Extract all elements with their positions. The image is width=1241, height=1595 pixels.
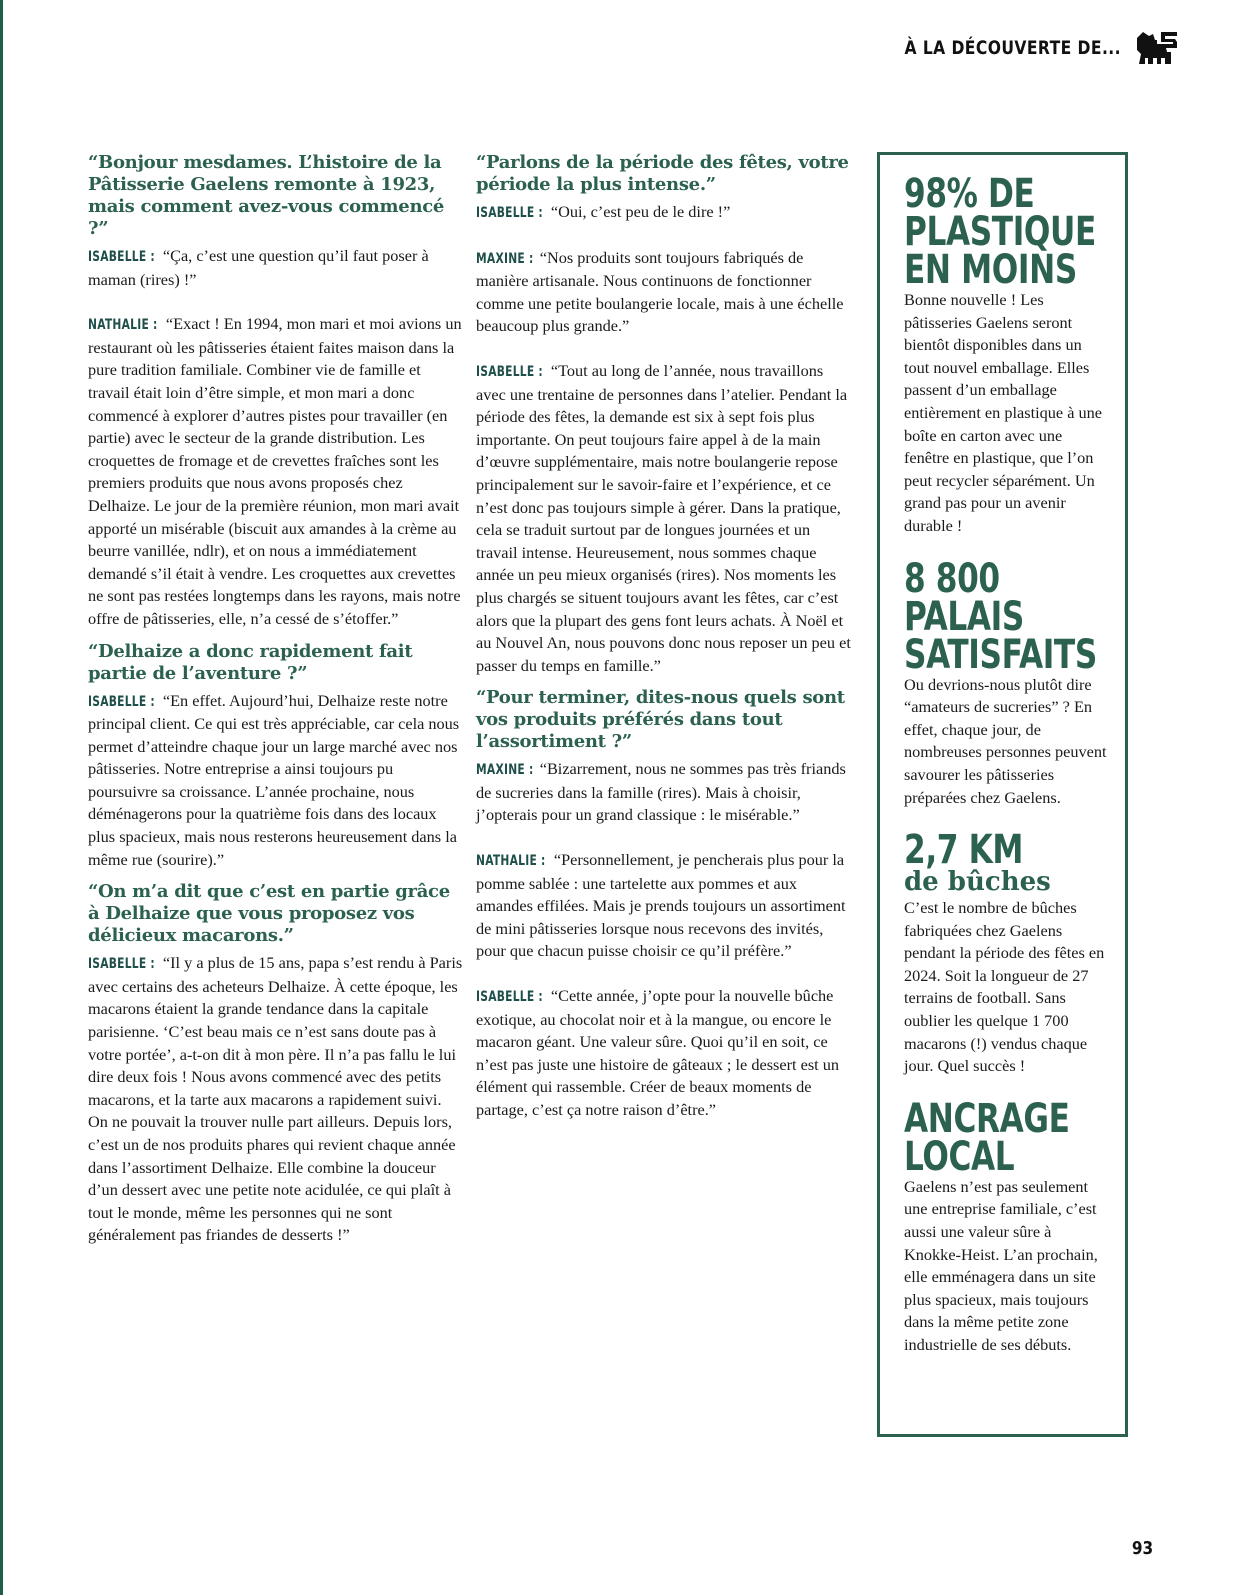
answer-text: “Exact ! En 1994, mon mari et moi avions un restaurant où les pâtisseries étaient faites maison dans la pure tradition familiale. Combiner vie de famille et travail était loin d’être simple, et mon mari a donc commencé à explorer d’autres pistes pour travailler (en partie) avec le secteur de la grande distribution. Les croquettes de fromage et de crevettes fraîches sont les premiers produits que nous avons proposés chez Delhaize. Le jour de la première réunion, mon mari avait apporté un misérable (biscuit aux amandes à la crème au beurre vanillée, ndlr), et on nous a immédiatement demandé s’il était à vendre. Les croquettes aux crevettes ne sont pas restées longtemps dans les rayons, mais notre offre de pâtisseries, elle, n’a cessé de s’étoffer.” <box>88 314 462 628</box>
answer-paragraph <box>476 849 851 963</box>
fact-heading: ANCRAGE LOCAL <box>904 1095 1070 1180</box>
interview-column-2 <box>476 152 851 1144</box>
fact-text: Ou devrions-nous plutôt dire “amateurs de sucreries” ? En effet, chaque jour, de nombreuses personnes peuvent savourer les pâtisseries préparées chez Gaelens. <box>904 674 1107 807</box>
fact-block-buches <box>904 827 1107 1078</box>
section-title: À LA DÉCOUVERTE DE... <box>904 37 1121 59</box>
speaker-label: NATHALIE : <box>88 317 158 334</box>
speaker-label: ISABELLE : <box>88 956 155 973</box>
answer-text: “Tout au long de l’année, nous travaillons avec une trentaine de personnes dans l’atelier. Pendant la période des fêtes, la demande est six à sept fois plus importante. On peut toujours faire appel à de la main d’œuvre supplémentaire, mais notre boulangerie repose principalement sur le savoir-faire et l’expérience, et ce n’est donc pas toujours simple à gérer. Dans la pratique, cela se traduit surtout par de longues journées et un travail intense. Heureusement, nous sommes chaque année un peu mieux organisés (rires). Nos moments les plus chargés se situent toujours avant les fêtes, car c’est alors que la plupart des gens font leurs achats. À Noël et au Nouvel An, nous pouvons donc nous reposer un peu et passer du temps en famille.” <box>476 360 851 675</box>
answer-paragraph <box>88 690 463 872</box>
speaker-label: ISABELLE : <box>88 693 155 710</box>
answer-text: “Ça, c’est une question qu’il faut poser à maman (rires) !” <box>88 246 429 289</box>
speaker-label: ISABELLE : <box>476 989 543 1006</box>
answer-text: “Cette année, j’opte pour la nouvelle bûche exotique, au chocolat noir et à la mangue, ou encore le macaron géant. Une valeur sûre. Quoi qu’il en soit, ce n’est pas juste une histoire de gâteaux ; le dessert est un élément qui rassemble. Créer de beaux moments de partage, c’est ça notre raison d’être.” <box>476 986 840 1119</box>
question-heading: “On m’a dit que c’est en partie grâce à Delhaize que vous proposez vos délicieux macarons.” <box>88 881 450 947</box>
speaker-label: ISABELLE : <box>476 205 543 221</box>
answer-text: “En effet. Aujourd’hui, Delhaize reste notre principal client. Ce qui est très appréciable, car cela nous permet d’atteindre chaque jour un large marché avec nos pâtisseries. Notre entreprise a ainsi toujours pu poursuivre sa croissance. L’année prochaine, nous déménagerons pour la quatrième fois dans des locaux plus spacieux, mais nous resterons heureusement dans la même rue (sourire).” <box>88 690 460 869</box>
delhaize-lion-icon <box>1135 30 1179 66</box>
answer-text: “Nos produits sont toujours fabriqués de manière artisanale. Nous continuons de fonctionner comme une petite boulangerie locale, mais à une échelle beaucoup plus grande.” <box>476 247 844 336</box>
speaker-label: ISABELLE : <box>88 249 155 265</box>
answer-text: “Il y a plus de 15 ans, papa s’est rendu à Paris avec certains des acheteurs Delhaize. À cette époque, les macarons étaient la grande tendance dans la capitale parisienne. ‘C’est beau mais ce n’est sans doute pas à votre portée’, a-t-on dit à mon père. Il n’a pas fallu le lui dire deux fois ! Nous avons commencé avec des petits macarons, et la tarte aux macarons a rapidement suivi. On ne pouvait la trouver nulle part ailleurs. Depuis lors, c’est un de nos produits phares qui revient chaque année dans l’assortiment Delhaize. Elle combine la douceur d’un dessert avec une petite note acidulée, ce qui plaît à tout le monde, même les personnes qui ne sont généralement pas friandes de desserts !” <box>88 953 463 1245</box>
fact-block-plastic <box>904 171 1107 538</box>
answer-paragraph <box>476 247 851 338</box>
interview-column-1 <box>88 152 463 1269</box>
fact-heading: 98% DE PLASTIQUE EN MOINS <box>904 171 1096 293</box>
answer-text: “Bizarrement, nous ne sommes pas très friands de sucreries dans la famille (rires). Mais à choisir, j’opterais pour un grand classique : le misérable.” <box>476 759 846 825</box>
question-heading: “Parlons de la période des fêtes, votre période la plus intense.” <box>476 152 849 195</box>
answer-paragraph <box>476 985 851 1122</box>
question-heading: “Delhaize a donc rapidement fait partie de l’aventure ?” <box>88 640 413 684</box>
speaker-label: MAXINE : <box>476 250 534 267</box>
fact-block-ancrage <box>904 1095 1107 1357</box>
question-heading: “Pour terminer, dites-nous quels sont vos produits préférés dans tout l’assortiment ?” <box>476 687 845 753</box>
fact-subheading: de bûches <box>904 867 1051 898</box>
question-heading: “Bonjour mesdames. L’histoire de la Pâtisserie Gaelens remonte à 1923, mais comment avez-vous commencé ?” <box>88 152 445 239</box>
page-number: 93 <box>1131 1538 1154 1559</box>
speaker-label: ISABELLE : <box>476 363 543 380</box>
answer-text: “Personnellement, je pencherais plus pour la pomme sablée : une tartelette aux pommes et aux amandes effilées. Mais je prends toujours un assortiment de mini pâtisseries lorsque nous recevons des invités, pour que chacun puisse choisir ce qu’il préfère.” <box>476 850 846 961</box>
fact-block-palais <box>904 555 1107 810</box>
answer-paragraph <box>476 360 851 677</box>
answer-paragraph <box>88 313 463 630</box>
page-edge-bar <box>0 0 3 1595</box>
answer-paragraph <box>88 245 463 291</box>
answer-text: “Oui, c’est peu de le dire !” <box>546 202 731 221</box>
answer-paragraph <box>88 952 463 1247</box>
fact-heading: 2,7 KM <box>904 827 1024 874</box>
speaker-label: MAXINE : <box>476 762 534 779</box>
section-header <box>857 30 1179 66</box>
fact-text: Gaelens n’est pas seulement une entreprise familiale, c’est aussi une valeur sûre à Knokke-Heist. L’an prochain, elle emménagera dans un site plus spacieux, mais toujours dans la même petite zone industrielle de ses débuts. <box>904 1176 1098 1354</box>
speaker-label: NATHALIE : <box>476 853 546 870</box>
facts-sidebar-box <box>877 152 1128 1437</box>
answer-paragraph <box>476 758 851 827</box>
fact-text: Bonne nouvelle ! Les pâtisseries Gaelens seront bientôt disponibles dans un tout nouvel emballage. Elles passent d’un emballage entièrement en plastique à une boîte en carton avec une fenêtre en plastique, que l’on peut recycler séparément. Un grand pas pour un avenir durable ! <box>904 290 1103 535</box>
fact-heading: 8 800 PALAIS SATISFAITS <box>904 555 1097 678</box>
fact-text: C’est le nombre de bûches fabriquées chez Gaelens pendant la période des fêtes en 2024. Soit la longueur de 27 terrains de football. Sans oublier les quelque 1 700 macarons (!) vendus chaque jour. Quel succès ! <box>904 898 1105 1076</box>
answer-paragraph <box>476 201 851 225</box>
